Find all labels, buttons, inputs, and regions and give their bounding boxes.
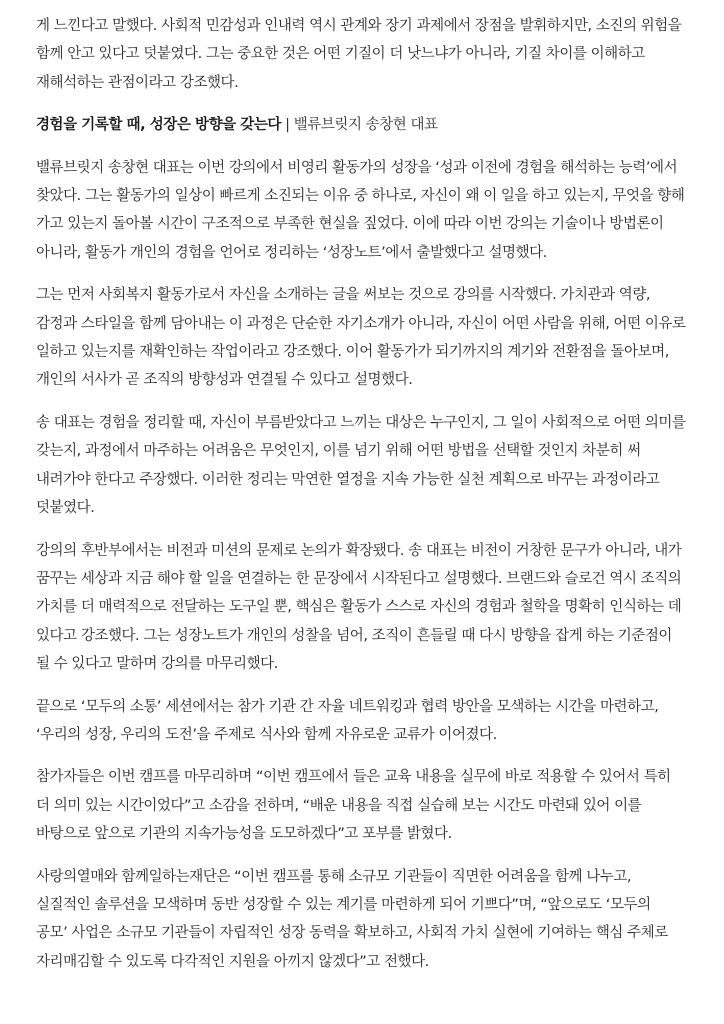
subheading-separator: | bbox=[280, 117, 294, 134]
paragraph-intro-continuation: 게 느낀다고 말했다. 사회적 민감성과 인내력 역시 관계와 장기 과제에서 장점을 발휘하지만, 소진의 위험을 함께 안고 있다고 덧붙였다. 그는 중요한 것은 어떤 기질이 더 낫느냐가 아니라, 기질 차이를 이해하고 재해석하는 관점이라고 강조했다. bbox=[36, 18, 682, 91]
paragraph-foundation-statement: 사랑의열매와 함께일하는재단은 “이번 캠프를 통해 소규모 기관들이 직면한 어려움을 함께 나누고, 실질적인 솔루션을 모색하며 동반 성장할 수 있는 계기를 마련하게 되어 기쁘다”며, “앞으로도 ‘모두의 공모’ 사업은 소규모 기관들이 자립적인 성장 동력을 확보하고, 사회적 가치 실현에 기여하는 핵심 주체로 자리매김할 수 있도록 다각적인 지원을 아끼지 않겠다”고 전했다. bbox=[36, 868, 668, 970]
paragraph-self-introduction: 그는 먼저 사회복지 활동가로서 자신을 소개하는 글을 써보는 것으로 강의를 시작했다. 가치관과 역량, 감정과 스타일을 함께 담아내는 이 과정은 단순한 자기소개가 아니라, 자신이 어떤 사람을 위해, 어떤 이유로 일하고 있는지를 재확인하는 작업이라고 강조했다. 이어 활동가가 되기까지의 계기와 전환점을 돌아보며, 개인의 서사가 곧 조직의 방향성과 연결될 수 있다고 설명했다. bbox=[36, 287, 686, 389]
subheading-title: 경험을 기록할 때, 성장은 방향을 갖는다 bbox=[36, 117, 281, 134]
paragraph-organizing-experience: 송 대표는 경험을 정리할 때, 자신이 부름받았다고 느끼는 대상은 누구인지, 그 일이 사회적으로 어떤 의미를 갖는지, 과정에서 마주하는 어려움은 무엇인지, 이를 넘기 위해 어떤 방법을 선택할 것인지 차분히 써 내려가야 한다고 주장했다. 이러한 정리는 막연한 열정을 지속 가능한 실천 계획으로 바꾸는 과정이라고 덧붙였다. bbox=[36, 414, 686, 517]
paragraph-lecture-overview: 밸류브릿지 송창현 대표는 이번 강의에서 비영리 활동가의 성장을 ‘성과 이전에 경험을 해석하는 능력’에서 찾았다. 그는 활동가의 일상이 빠르게 소진되는 이유 중 하나로, 자신이 왜 이 일을 하고 있는지, 무엇을 향해 가고 있는지 돌아볼 시간이 구조적으로 부족한 현실을 짚었다. 이에 따라 이번 강의는 기술이나 방법론이 아니라, 활동가 개인의 경험을 언어로 정리하는 ‘성장노트’에서 출발했다고 설명했다. bbox=[36, 159, 685, 261]
paragraph-participant-feedback: 참가자들은 이번 캠프를 마무리하며 “이번 캠프에서 들은 교육 내용을 실무에 바로 적용할 수 있어서 특히 더 의미 있는 시간이었다”고 소감을 전하며, “배운 내용을 직접 실습해 보는 시간도 마련돼 있어 이를 바탕으로 앞으로 기관의 지속가능성을 도모하겠다”고 포부를 밝혔다. bbox=[36, 769, 671, 843]
paragraph-vision-mission: 강의의 후반부에서는 비전과 미션의 문제로 논의가 확장됐다. 송 대표는 비전이 거창한 문구가 아니라, 내가 꿈꾸는 세상과 지금 해야 할 일을 연결하는 한 문장에서 시작된다고 설명했다. 브랜드와 슬로건 역시 조직의 가치를 더 매력적으로 전달하는 도구일 뿐, 핵심은 활동가 스스로 자신의 경험과 철학을 명확히 인식하는 데 있다고 강조했다. 그는 성장노트가 개인의 성찰을 넘어, 조직이 흔들릴 때 다시 방향을 잡게 하는 기준점이 될 수 있다고 말하며 강의를 마무리했다. bbox=[36, 542, 682, 673]
paragraph-networking-session: 끝으로 ‘모두의 소통’ 세션에서는 참가 기관 간 자율 네트워킹과 협력 방안을 모색하는 시간을 마련하고, ‘우리의 성장, 우리의 도전’을 주제로 식사와 함께 자유로운 교류가 이어졌다. bbox=[36, 698, 659, 743]
subheading-speaker: 밸류브릿지 송창현 대표 bbox=[293, 117, 438, 134]
section-subheading bbox=[36, 111, 686, 139]
